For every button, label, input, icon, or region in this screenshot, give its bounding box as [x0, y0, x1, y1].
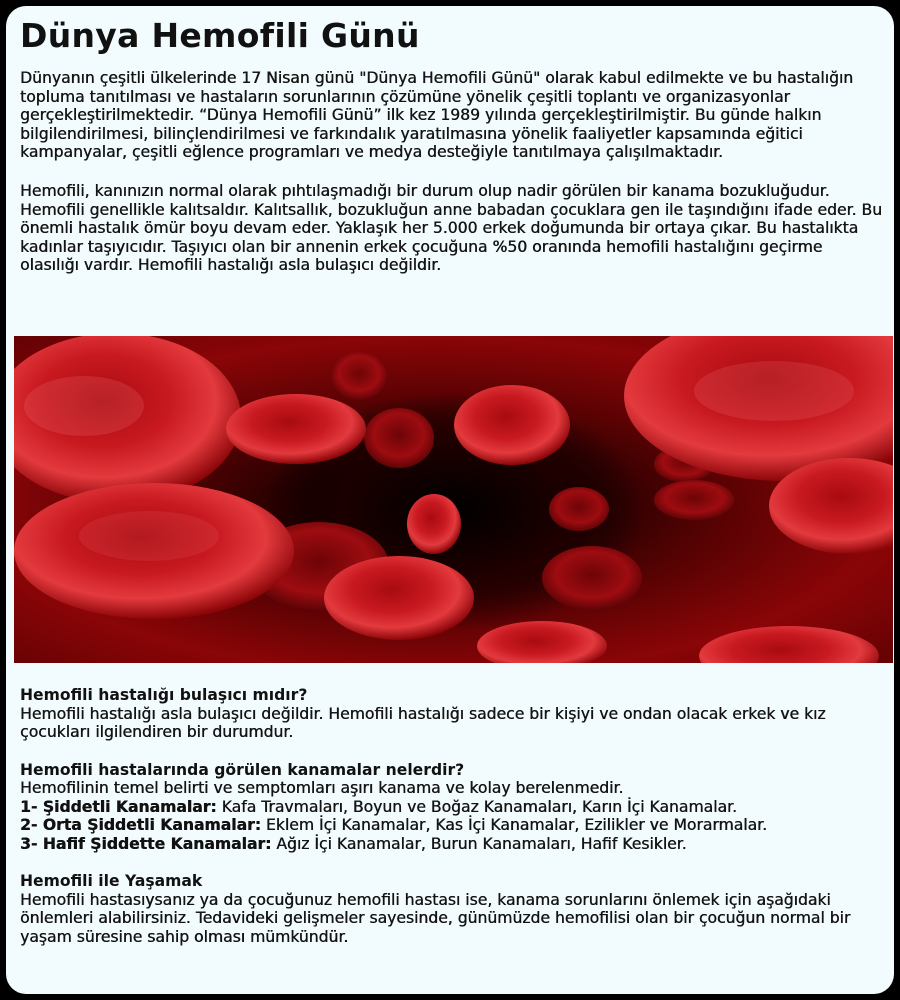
living-heading: Hemofili ile Yaşamak	[20, 872, 203, 890]
definition-paragraph: Hemofili, kanınızın normal olarak pıhtılaşmadığı bir durum olup nadir görülen bir kanama bozukluğudur. Hemofili genellikle kalıtsaldır. Kalıtsallık, bozukluğun anne babadan çocuklara gen ile taşındığını ifade eder. Bu önemli hastalık ömür boyu devam eder. Yaklaşık her 5.000 erkek doğumunda bir ortaya çıkar. Bu hastalıkta kadınlar taşıyıcıdır. Taşıyıcı olan bir annenin erkek çocuğuna %50 oranında hemofili hastalığını geçirme olasılığı vardır. Hemofili hastalığı asla bulaşıcı değildir.	[20, 181, 882, 275]
severity-text: Ağız İçi Kanamalar, Burun Kanamaları, Hafif Kesikler.	[271, 834, 687, 853]
article-sections	[20, 686, 880, 965]
contagious-heading: Hemofili hastalığı bulaşıcı mıdır?	[20, 686, 308, 704]
article-body	[6, 6, 894, 275]
bleeding-intro: Hemofilinin temel belirti ve semptomları aşırı kanama ve kolay berelenmedir.	[20, 779, 624, 797]
contagious-text: Hemofili hastalığı asla bulaşıcı değildir. Hemofili hastalığı sadece bir kişiyi ve ondan olacak erkek ve kız çocukları ilgilendiren bir durumdur.	[20, 704, 826, 741]
blood-cells-image	[14, 336, 893, 663]
red-blood-cells-illustration	[14, 336, 893, 663]
intro-paragraph: Dünyanın çeşitli ülkelerinde 17 Nisan günü "Dünya Hemofili Günü" olarak kabul edilmekte ve bu hastalığın topluma tanıtılması ve hastaların sorunlarının çözümüne yönelik çeşitli toplantı ve organizasyonlar gerçekleştirilmektedir. “Dünya Hemofili Günü” ilk kez 1989 yılında gerçekleştirilmiştir. Bu günde halkın bilgilendirilmesi, bilinçlendirilmesi ve farkındalık yaratılmasına yönelik faaliyetler kapsamında eğitici kampanyalar, çeşitli eğlence programları ve medya desteğiyle tanıtılmaya çalışılmaktadır.	[20, 69, 854, 162]
severity-label: 1- Şiddetli Kanamalar:	[20, 797, 217, 816]
severity-label: 3- Hafif Şiddette Kanamalar:	[20, 834, 272, 853]
page-title: Dünya Hemofili Günü	[20, 16, 420, 55]
list-item	[20, 835, 880, 854]
living-text: Hemofili hastasıysanız ya da çocuğunuz hemofili hastası ise, kanama sorunlarını önlemek için aşağıdaki önlemleri alabilirsiniz. Tedavideki gelişmeler sayesinde, günümüzde hemofilisi olan bir çocuğun normal bir yaşam süresine sahip olması mümkündür.	[20, 890, 851, 946]
list-item	[20, 816, 880, 835]
list-item	[20, 798, 880, 817]
article-card	[6, 6, 894, 994]
severity-text: Kafa Travmaları, Boyun ve Boğaz Kanamaları, Karın İçi Kanamalar.	[216, 797, 737, 816]
severity-label: 2- Orta Şiddetli Kanamalar:	[20, 816, 261, 834]
bleeding-heading: Hemofili hastalarında görülen kanamalar nelerdir?	[20, 760, 465, 779]
severity-text: Eklem İçi Kanamalar, Kas İçi Kanamalar, Ezilikler ve Morarmalar.	[260, 816, 767, 834]
bleeding-list	[20, 779, 880, 853]
